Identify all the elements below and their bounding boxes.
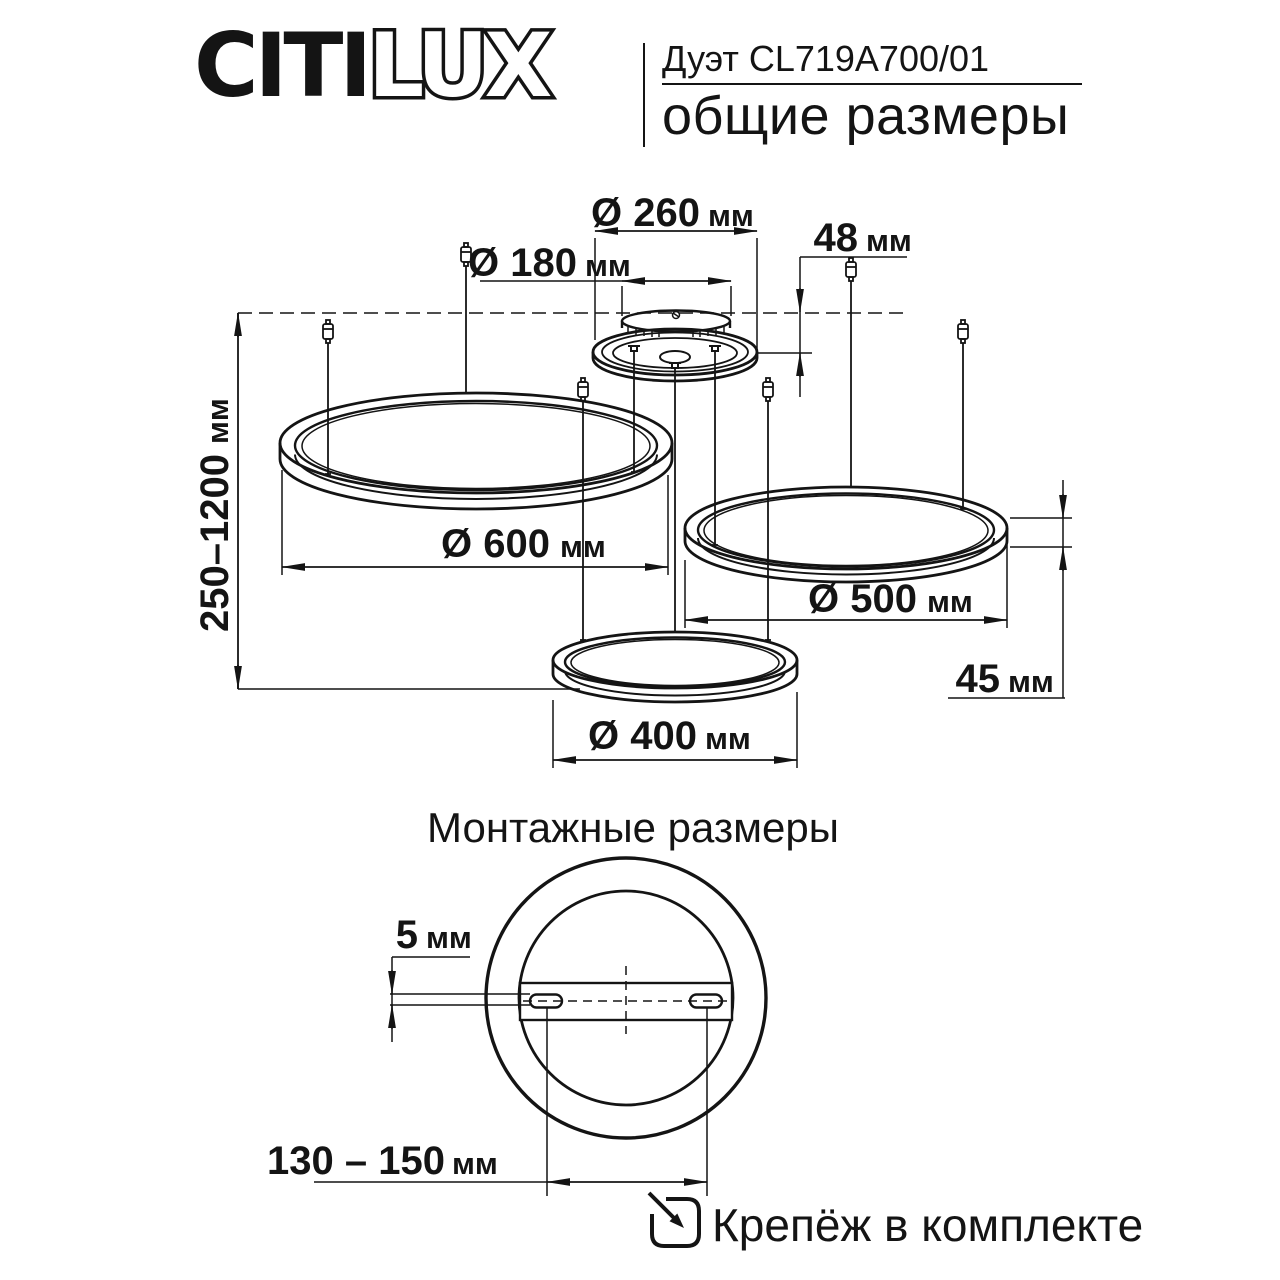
mounting-title: Монтажные размеры [427,804,839,851]
footer [649,1193,1143,1251]
dim-unit-thickness5: мм [426,920,472,955]
dim-label-height48: 48 [813,216,858,260]
dim-label-slot-span: 130 – 150 [267,1139,445,1183]
mounting-drawing [267,804,839,1196]
cable-gripper [763,378,773,640]
fasteners-included-icon [649,1193,699,1246]
ring-400-outer-edge [553,632,797,688]
dimension-dia400 [553,692,797,768]
dim-label-thickness5: 5 [395,913,418,957]
dim-label-dia260: Ø 260 [591,191,700,235]
cable-gripper [578,378,588,640]
ring-600-outer-edge [280,393,672,493]
dim-unit-slot-span: мм [452,1146,498,1181]
fasteners-included-note: Крепёж в комплекте [712,1199,1144,1251]
dim-label-dia400: Ø 400 [588,714,697,758]
ring-600-inner-edge [295,401,657,490]
ring-500-outer-edge [685,487,1007,569]
dim-unit-height45: мм [1008,664,1054,699]
dim-unit-dia400: мм [705,721,751,756]
dimension-slot-span [267,1008,707,1196]
ring-600 [280,393,672,509]
canopy-cable-hole [660,351,690,363]
ring-400 [553,632,797,702]
dim-unit-dia500: мм [927,584,973,619]
dimension-dia600 [282,470,668,575]
dim-label-dia500: Ø 500 [808,577,917,621]
dim-label-dia600: Ø 600 [441,522,550,566]
dim-unit-dia180: мм [585,248,631,283]
model-name: Дуэт CL719A700/01 [662,38,990,79]
sheet-subtitle: общие размеры [662,86,1070,146]
reference-lines [238,313,905,689]
dim-unit-dia260: мм [708,198,754,233]
brand-logo-solid: CITI [194,14,369,117]
dimension-height48 [758,216,912,397]
dim-unit-height48: мм [866,223,912,258]
dim-unit-suspension-range: мм [200,398,235,444]
ring-400-inner-edge [565,638,785,687]
dim-unit-dia600: мм [560,529,606,564]
dim-label-height45: 45 [955,657,1000,701]
cable-gripper [846,258,856,488]
canopy-cable-glands [628,346,721,368]
dimension-suspension-range [193,313,238,689]
dimension-thickness5 [390,913,530,1042]
brand-logo-outline: LUX [368,14,549,117]
ring-500 [685,487,1007,582]
dim-label-suspension-range: 250–1200 [193,454,237,632]
cable-gripper [323,320,333,474]
ring-500-inner-edge [698,494,994,567]
dimension-dia180 [468,241,731,316]
dim-label-dia180: Ø 180 [468,241,577,285]
cable-gripper [958,320,968,509]
